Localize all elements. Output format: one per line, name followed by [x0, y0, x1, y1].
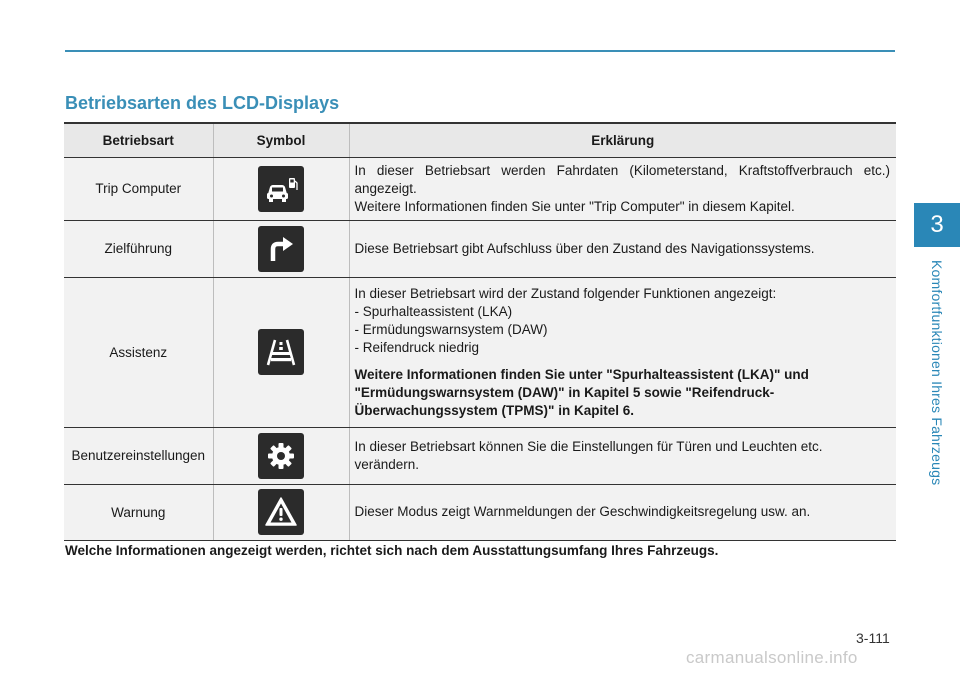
page-number: 3-111 [856, 630, 890, 646]
mode-explanation [349, 277, 896, 427]
lane-assist-icon [258, 329, 304, 375]
gear-icon [258, 433, 304, 479]
table-row [64, 427, 896, 484]
chapter-label: Komfortfunktionen Ihres Fahrzeugs [929, 260, 945, 486]
explanation-line: In dieser Betriebsart wird der Zustand folgender Funktionen angezeigt: [354, 285, 777, 301]
symbol-cell [213, 427, 349, 484]
explanation-line: In dieser Betriebsart können Sie die Einstellungen für Türen und Leuchten etc. verändern. [354, 438, 823, 472]
symbol-cell [213, 220, 349, 277]
header-explanation: Erklärung [349, 123, 896, 157]
mode-name: Assistenz [64, 277, 213, 427]
mode-explanation [349, 427, 896, 484]
mode-explanation [349, 220, 896, 277]
table-row [64, 484, 896, 540]
footnote: Welche Informationen angezeigt werden, richtet sich nach dem Ausstattungsumfang Ihres Fahrzeugs. [65, 543, 719, 558]
header-mode: Betriebsart [64, 123, 213, 157]
section-title: Betriebsarten des LCD-Displays [65, 93, 340, 113]
table-row [64, 277, 896, 427]
explanation-line: In dieser Betriebsart werden Fahrdaten (Kilometerstand, Kraftstoffverbrauch etc.) angezeigt. [354, 162, 890, 196]
chapter-number: 3 [930, 211, 944, 238]
mode-name: Warnung [64, 484, 213, 540]
explanation-line: - Ermüdungswarnsystem (DAW) [354, 321, 548, 337]
explanation-line: Weitere Informationen finden Sie unter "Trip Computer" in diesem Kapitel. [354, 198, 795, 214]
chapter-tab [914, 203, 960, 247]
explanation-line: Dieser Modus zeigt Warnmeldungen der Geschwindigkeitsregelung usw. an. [354, 504, 811, 519]
mode-explanation [349, 484, 896, 540]
table-row [64, 157, 896, 220]
turn-arrow-icon [258, 226, 304, 272]
mode-name: Benutzereinstellungen [64, 427, 213, 484]
header-symbol: Symbol [213, 123, 349, 157]
reference-note: Weitere Informationen finden Sie unter "Spurhalteassistent (LKA)" und "Ermüdungswarnsystem (DAW)" in Kapitel 5 sowie "Reifendruck-Überwachungssystem (TPMS)" in Kapitel 6. [354, 366, 809, 418]
table-header-row [64, 123, 896, 157]
trip-computer-icon [258, 166, 304, 212]
top-rule [65, 50, 895, 52]
explanation-line: - Reifendruck niedrig [354, 339, 480, 355]
watermark: carmanualsonline.info [686, 648, 858, 667]
table-row [64, 220, 896, 277]
symbol-cell [213, 277, 349, 427]
mode-name: Trip Computer [64, 157, 213, 220]
warning-triangle-icon [258, 489, 304, 535]
display-modes-table [64, 122, 896, 541]
mode-name: Zielführung [64, 220, 213, 277]
mode-explanation [349, 157, 896, 220]
explanation-line: Diese Betriebsart gibt Aufschluss über den Zustand des Navigationssystems. [354, 240, 815, 256]
explanation-line: - Spurhalteassistent (LKA) [354, 303, 513, 319]
symbol-cell [213, 157, 349, 220]
symbol-cell [213, 484, 349, 540]
